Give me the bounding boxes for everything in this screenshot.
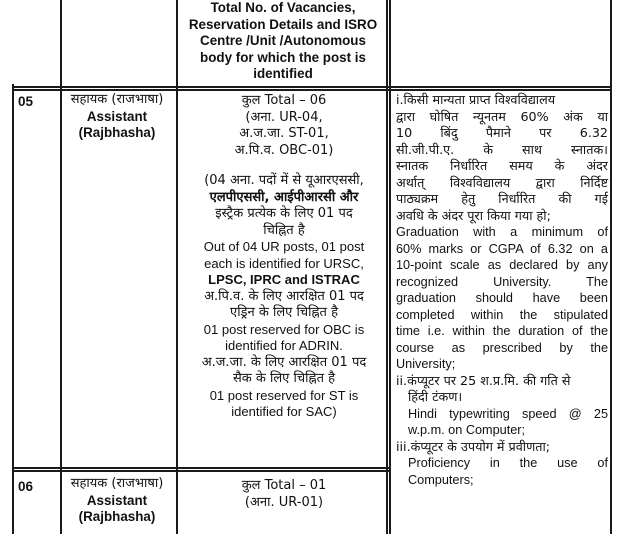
vacancy-line: अ.पि.व. के लिए आरक्षित 01 पद: [204, 288, 364, 304]
sl-no: 05: [18, 94, 34, 109]
vacancy-line: सैक के लिए चिह्नित है: [232, 371, 336, 386]
qualification-line: द्वारा घोषित न्यूनतम 60% अंक या: [396, 108, 608, 124]
vacancy-line: कुल Total – 06: [241, 93, 327, 108]
qualification-line: अर्थात् विश्वविद्यालय द्वारा निर्दिष्ट: [396, 174, 608, 190]
qualification-line: w.p.m. on Computer;: [408, 423, 526, 437]
sl-no: 06: [18, 479, 34, 494]
qualification-line: अवधि के अंदर पूरा किया गया हो;: [396, 207, 551, 223]
qualification-line: completed within the stipulated: [396, 307, 608, 322]
qualification-line: पाठ्यक्रम हेतु निर्धारित की गई: [396, 191, 608, 206]
post-name: [52, 476, 182, 526]
header-line: Centre /Unit /Autonomous: [200, 33, 366, 48]
post-name-english: Assistant: [86, 108, 148, 124]
post-name-english: (Rajbhasha): [78, 509, 156, 524]
column-rule: [60, 0, 62, 534]
header-line: body for which the post is: [200, 49, 366, 65]
qualification-line: i.किसी मान्यता प्राप्त विश्वविद्यालय: [396, 92, 556, 107]
vacancy-details: [178, 93, 390, 421]
qualification-line: 60% marks or CGPA of 6.32 on a: [396, 241, 608, 256]
qualification-line: ii.कंप्यूटर पर 25 श.प्र.मि. की गति से: [396, 372, 571, 388]
qualification-line: सी.जी.पी.ए. के साथ स्नातक।: [396, 141, 608, 157]
vacancy-line: LPSC, IPRC and ISTRAC: [208, 272, 360, 287]
vacancy-line: identified for SAC): [231, 404, 337, 419]
row-rule: [12, 86, 610, 88]
vacancy-line: एलपीएससी, आईपीआरसी और: [209, 189, 359, 205]
vacancy-details: [178, 478, 390, 511]
vacancy-line: each is identified for URSC,: [204, 255, 364, 271]
vacancy-line: चिह्नित है: [263, 222, 305, 238]
vacancy-line: (04 अना. पदों में से यूआरएससी,: [204, 173, 364, 188]
qualification-line: 10 बिंदु पैमाने पर 6.32: [396, 125, 608, 140]
qualification-line: स्नातक निर्धारित समय के अंदर: [396, 158, 608, 173]
row-rule: [12, 470, 390, 472]
row-rule: [12, 467, 390, 469]
vacancy-line: अ.पि.व. OBC-01): [234, 142, 334, 158]
post-name-english: (Rajbhasha): [78, 125, 156, 140]
qualification-line: Hindi typewriting speed @ 25: [408, 406, 608, 421]
vacancy-line: एड्रिन के लिए चिह्नित है: [230, 305, 338, 320]
vacancy-line: इस्ट्रैक प्रत्येक के लिए 01 पद: [215, 206, 353, 221]
vacancy-line: कुल Total – 01: [241, 478, 327, 493]
post-name-hindi: सहायक (राजभाषा): [70, 476, 164, 491]
qualification-line: हिंदी टंकण।: [408, 389, 463, 404]
qualification-details: [396, 92, 608, 488]
header-line: Total No. of Vacancies,: [210, 0, 356, 15]
header-line: identified: [253, 66, 313, 81]
qualification-line: course as prescribed by the: [396, 340, 608, 355]
qualification-line: Computers;: [408, 472, 474, 487]
vacancy-line: identified for ADRIN.: [225, 338, 343, 353]
vacancy-line: (अना. UR-01): [244, 494, 324, 510]
vacancy-line: 01 post reserved for ST is: [209, 387, 359, 403]
vacancy-line: अ.ज.जा. ST-01,: [239, 126, 329, 141]
post-name-hindi: सहायक (राजभाषा): [70, 92, 164, 107]
vacancy-line: अ.ज.जा. के लिए आरक्षित 01 पद: [201, 354, 367, 370]
qualification-line: University;: [396, 357, 456, 371]
header-line: Reservation Details and ISRO: [188, 16, 378, 32]
vacancy-line: Out of 04 UR posts, 01 post: [203, 239, 365, 254]
qualification-line: 10-point scale as declared by any: [396, 258, 608, 272]
qualification-line: iii.कंप्यूटर के उपयोग में प्रवीणता;: [396, 438, 551, 454]
column-rule: [610, 0, 612, 534]
vacancies-column-header: [177, 0, 389, 83]
vacancy-line: (अना. UR-04,: [245, 109, 323, 125]
row-rule: [12, 89, 610, 91]
post-name-english: Assistant: [86, 492, 148, 508]
qualification-line: graduation should have been: [396, 291, 608, 305]
post-name: [52, 92, 182, 142]
qualification-line: Graduation with a minimum of: [396, 225, 608, 239]
qualification-line: time i.e. within the duration of the: [396, 324, 608, 338]
vacancy-line: 01 post reserved for OBC is: [203, 321, 365, 337]
qualification-line: Proficiency in the use of: [408, 456, 608, 470]
qualification-line: recognized University. The: [396, 274, 608, 289]
